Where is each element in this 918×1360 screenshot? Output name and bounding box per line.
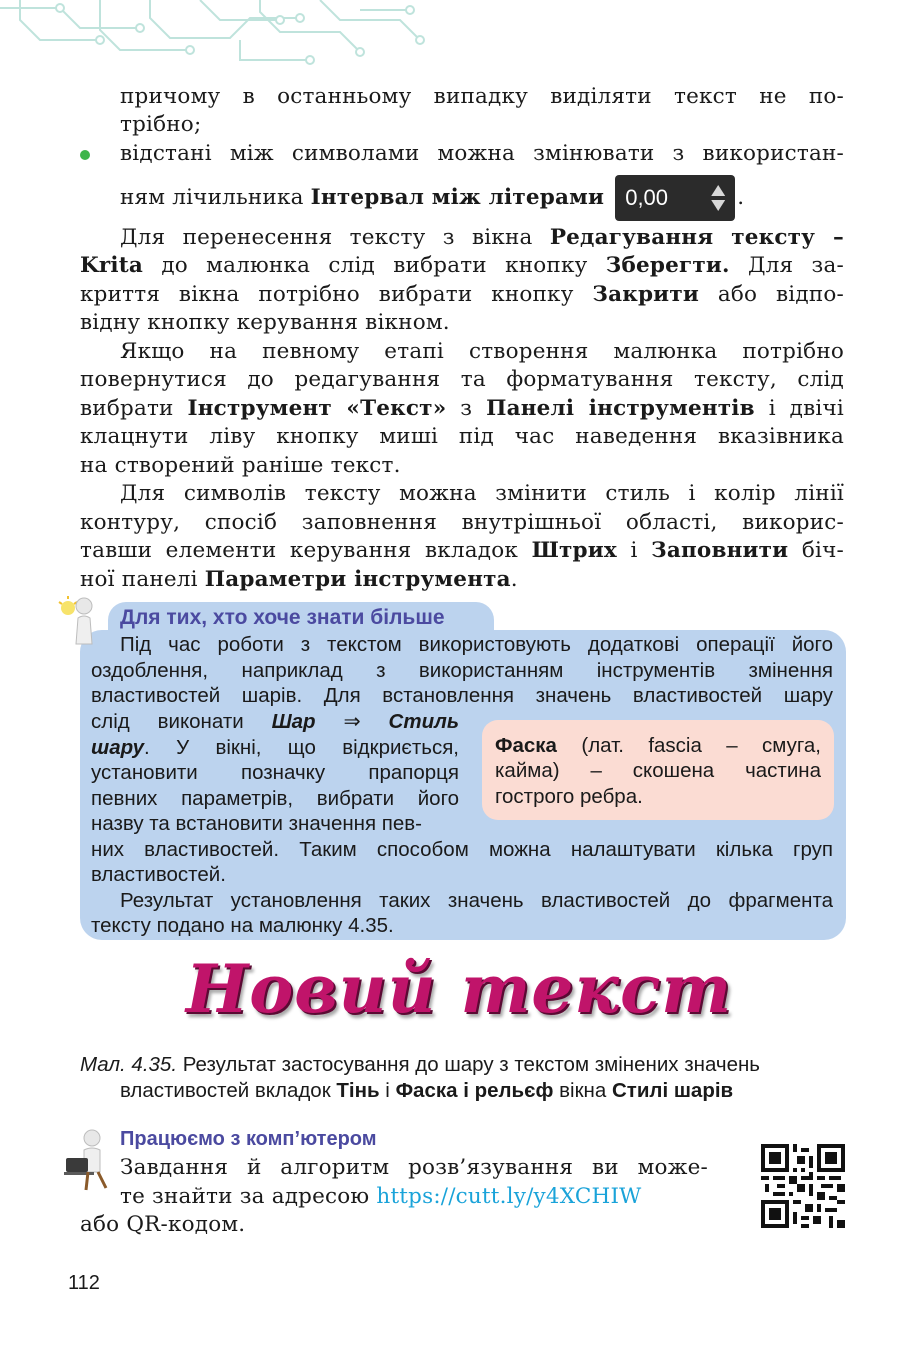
text-span: ної панелі (80, 567, 198, 592)
text-line: контуру, спосіб заповнення внутрішньої області, викорис- (80, 510, 844, 535)
text-line (80, 566, 518, 595)
thinking-person-icon (58, 594, 100, 646)
text-line: клацнути ліву кнопку миші під час наведення вказівника (80, 424, 844, 449)
text-span: з (460, 396, 473, 421)
text-span: слід виконати (91, 710, 244, 733)
text-line: певних параметрів, вибрати його (91, 787, 459, 810)
text-line (80, 252, 844, 281)
circuit-decoration (0, 0, 430, 72)
text-line: відстані між символами можна змінювати з використан- (120, 141, 844, 166)
person-at-laptop-icon (62, 1128, 114, 1192)
term-shadow: Тінь (336, 1079, 380, 1102)
text-line (120, 1183, 641, 1212)
text-line: властивостей шарів. Для встановлення значень властивостей шару (91, 684, 833, 707)
text-line: них властивостей. Таким способом можна налаштувати кілька груп (91, 838, 833, 861)
text-line: тексту подано на малюнку 4.35. (91, 914, 394, 937)
text-span: біч- (801, 538, 844, 563)
term-toolbar: Панелі інструментів (486, 396, 755, 421)
text-span: Для за- (747, 253, 844, 278)
text-line (80, 281, 844, 310)
figure-caption-line (80, 1052, 760, 1078)
caption-label: Мал. 4.35. (80, 1053, 178, 1076)
term-text-tool: Інструмент «Текст» (187, 396, 447, 421)
text-span: Для перенесення тексту з вікна (120, 225, 533, 250)
text-line: властивостей. (91, 863, 226, 886)
text-line (80, 537, 844, 566)
text-line: на створений раніше текст. (80, 453, 401, 478)
text-line (91, 709, 459, 735)
definition-line: гострого ребра. (495, 785, 643, 808)
term-fascia: Фаска (495, 734, 557, 757)
text-line: Результат установлення таких значень властивостей до фрагмента (120, 889, 833, 912)
figure-caption-line (120, 1078, 733, 1104)
text-span: до малюнка слід вибрати кнопку (161, 253, 588, 278)
term-layer-style: шару (91, 736, 145, 759)
text-line: трібно; (120, 112, 202, 137)
url-link[interactable]: https://cutt.ly/y4XCHIW (376, 1184, 642, 1209)
term-tool-options: Параметри інструмента (204, 567, 511, 592)
text-span: тавши елементи керування вкладок (80, 538, 519, 563)
text-span: криття вікна потрібно вибрати кнопку (80, 282, 574, 307)
term-krita: Krita (80, 253, 144, 278)
text-span: вибрати (80, 396, 174, 421)
text-line: Завдання й алгоритм розв’язування ви може- (120, 1155, 708, 1180)
text-span: ням лічильника (120, 185, 304, 210)
term-bevel: Фаска і рельєф (395, 1079, 554, 1102)
term-save: Зберегти. (605, 253, 730, 278)
text-line: причому в останньому випадку виділяти текст не по- (120, 84, 844, 109)
term-style: Стиль (388, 710, 459, 733)
term-layer-styles: Стилі шарів (611, 1079, 734, 1102)
text-span: і (385, 1079, 390, 1102)
text-line (120, 173, 744, 223)
text-line: Під час роботи з текстом використовують додаткові операції його (120, 633, 833, 656)
text-span: . (510, 567, 518, 592)
text-line (80, 224, 844, 253)
text-line: назву та встановити значення пев- (91, 812, 423, 835)
spin-up-icon[interactable] (711, 185, 725, 196)
period: . (737, 185, 745, 210)
term-fill: Заповнити (651, 538, 789, 563)
definition-line: кайма) – скошена частина (495, 759, 821, 782)
text-span: вікна (559, 1079, 607, 1102)
text-line: Якщо на певному етапі створення малюнка потрібно (120, 339, 844, 364)
text-line: оздоблення, наприклад з використанням інструментів змінення (91, 659, 833, 682)
text-span: властивостей вкладок (120, 1079, 331, 1102)
term-stroke: Штрих (531, 538, 617, 563)
bullet-icon (80, 150, 90, 160)
text-span: Результат застосування до шару з текстом змінених значень (182, 1053, 760, 1076)
text-line (91, 735, 459, 761)
styled-text-figure: Новий текст (185, 950, 733, 1028)
text-line: або QR-кодом. (80, 1212, 246, 1237)
text-span: або відпо- (717, 282, 844, 307)
text-line: відну кнопку керування вікном. (80, 310, 450, 335)
term-close: Закрити (592, 282, 700, 307)
term-window: Редагування тексту – (549, 225, 844, 250)
text-line (80, 395, 844, 424)
page-number: 112 (68, 1272, 100, 1294)
info-box-title: Для тих, хто хоче знати більше (120, 606, 445, 629)
counter-value: 0,00 (625, 185, 669, 210)
text-line: Для символів тексту можна змінити стиль і колір лінії (120, 481, 844, 506)
arrow-icon: ⇒ (343, 710, 361, 733)
term-layer: Шар (271, 710, 316, 733)
text-span: . У вікні, що відкриється, (144, 736, 459, 759)
text-span: і (630, 538, 638, 563)
text-span: (лат. fascia – смуга, (581, 734, 821, 757)
section-title: Працюємо з комп’ютером (120, 1128, 377, 1150)
qr-code-icon[interactable] (761, 1144, 845, 1228)
spacing-counter[interactable] (615, 175, 735, 221)
text-line: установити позначку прапорця (91, 761, 459, 784)
spin-down-icon[interactable] (711, 200, 725, 211)
text-line: повернутися до редагування та форматування тексту, слід (80, 367, 844, 392)
term-letter-spacing: Інтервал між літерами (310, 185, 605, 210)
text-span: і двічі (768, 396, 844, 421)
definition-line (495, 733, 821, 759)
text-span: те знайти за адресою (120, 1184, 370, 1209)
